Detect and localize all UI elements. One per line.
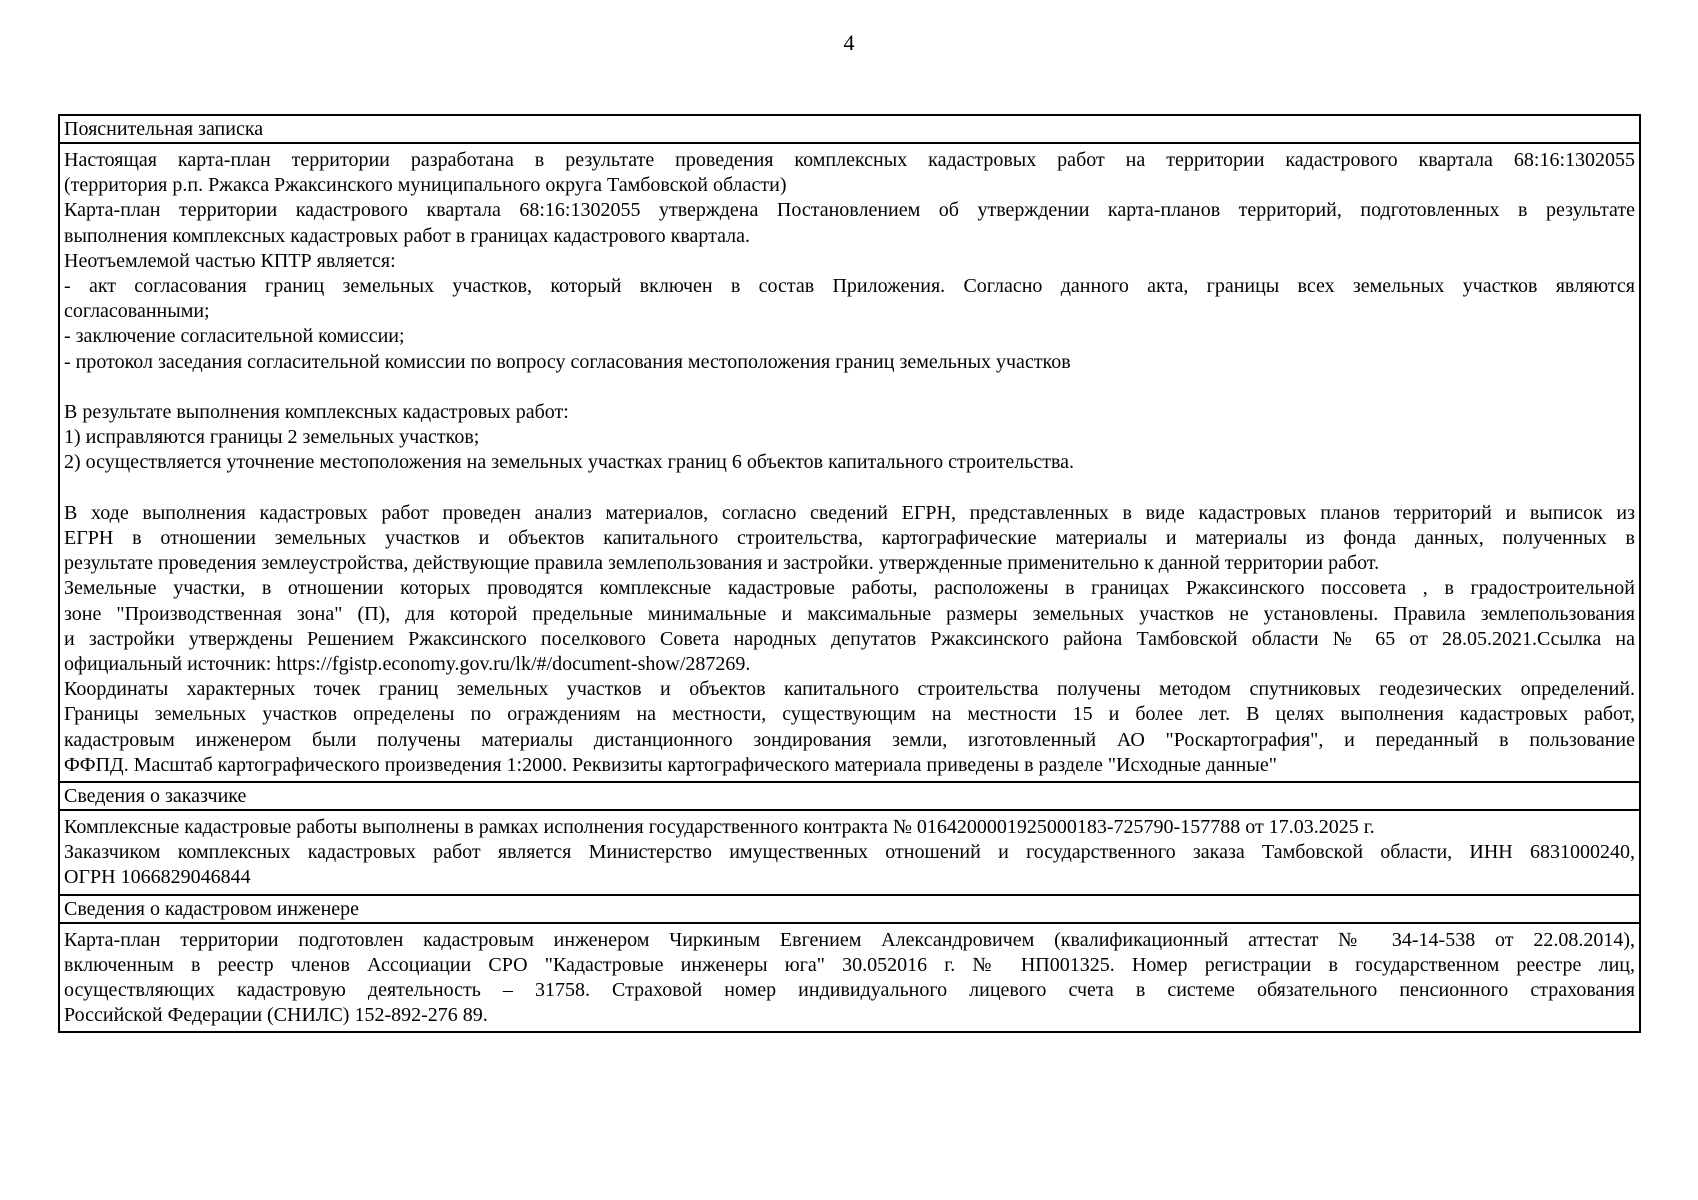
text-line: Неотъемлемой частью КПТР является: xyxy=(64,249,396,272)
text-line: кадастровым инженером были получены материалы дистанционного зондирования земли, изготовленный АО "Роскартография", и переданный в пользование xyxy=(64,728,1635,751)
text-line: Координаты характерных точек границ земельных участков и объектов капитального строительства получены методом спутниковых геодезических определений. xyxy=(64,678,1635,701)
text-line: Границы земельных участков определены по ограждениям на местности, существующим на местности 15 и более лет. В целях выполнения кадастровых работ, xyxy=(64,703,1635,726)
text-line: осуществляющих кадастровую деятельность – 31758. Страховой номер индивидуального лицевого счета в системе обязательного пенсионного страхования xyxy=(64,979,1635,1002)
explanatory-table xyxy=(58,114,1641,1033)
text-line: ОГРН 1066829046844 xyxy=(64,866,251,889)
section-engineer-body-row xyxy=(60,922,1639,1032)
text-line: (территория р.п. Ржакса Ржаксинского муниципального округа Тамбовской области) xyxy=(64,174,787,197)
text-line: результате проведения землеустройства, действующие правила землепользования и застройки. утвержденные применительно к данной территории работ. xyxy=(64,552,1380,575)
section-header-customer: Сведения о заказчике xyxy=(64,785,247,808)
text-line: 2) осуществляется уточнение местоположения на земельных участках границ 6 объектов капитального строительства. xyxy=(64,451,1075,474)
section-explanatory-note-body-row xyxy=(60,142,1639,781)
section-body-explanatory-note xyxy=(60,144,1639,781)
text-line: включенным в реестр членов Ассоциации СРО "Кадастровые инженеры юга" 30.052016 г. № НП001325. Номер регистрации в государственном реестре лиц, xyxy=(64,953,1635,976)
text-line: ФФПД. Масштаб картографического произведения 1:2000. Реквизиты картографического материала приведены в разделе "Исходные данные" xyxy=(64,753,1277,776)
text-line: - акт согласования границ земельных участков, который включен в состав Приложения. Согласно данного акта, границы всех земельных участков являются xyxy=(64,275,1635,298)
text-line: и застройки утверждены Решением Ржаксинского поселкового Совета народных депутатов Ржаксинского района Тамбовской области № 65 от 28.05.2021.Ссылка на xyxy=(64,627,1635,650)
section-engineer-header-row xyxy=(60,894,1639,922)
text-line: В результате выполнения комплексных кадастровых работ: xyxy=(64,401,569,424)
text-line: официальный источник: https://fgistp.economy.gov.ru/lk/#/document-show/287269. xyxy=(64,653,751,676)
text-line: В ходе выполнения кадастровых работ проведен анализ материалов, согласно сведений ЕГРН, представленных в виде кадастровых планов территорий и выписок из xyxy=(64,501,1635,524)
text-line: ЕГРН в отношении земельных участков и объектов капитального строительства, картографические материалы и материалы из фонда данных, полученных в xyxy=(64,527,1635,550)
text-line: согласованными; xyxy=(64,300,210,323)
text-line: Российской Федерации (СНИЛС) 152-892-276 89. xyxy=(64,1004,488,1027)
text-line: Комплексные кадастровые работы выполнены в рамках исполнения государственного контракта № 0164200001925000183-725790-157788 от 17.03.2025 г. xyxy=(64,816,1375,839)
text-line: выполнения комплексных кадастровых работ в границах кадастрового квартала. xyxy=(64,224,751,247)
blank-line xyxy=(64,375,1635,400)
text-line: 1) исправляются границы 2 земельных участков; xyxy=(64,426,480,449)
text-line: зоне "Производственная зона" (П), для которой предельные минимальные и максимальные размеры земельных участков не установлены. Правила землепользования xyxy=(64,602,1635,625)
text-line: Земельные участки, в отношении которых проводятся комплексные кадастровые работы, расположены в границах Ржаксинского поссовета , в градостроительной xyxy=(64,577,1635,600)
blank-line xyxy=(64,476,1635,501)
section-customer-body-row xyxy=(60,809,1639,894)
section-header-cadastral-engineer: Сведения о кадастровом инженере xyxy=(64,897,360,920)
page-number: 4 xyxy=(843,30,855,55)
text-line: Карта-план территории кадастрового квартала 68:16:1302055 утверждена Постановлением об утверждении карта-планов территорий, подготовленных в результате xyxy=(64,199,1635,222)
section-body-customer xyxy=(60,811,1639,894)
text-line: - заключение согласительной комиссии; xyxy=(64,325,405,348)
section-header-explanatory-note: Пояснительная записка xyxy=(64,118,264,140)
section-explanatory-note-header-row xyxy=(60,116,1639,142)
text-line: Настоящая карта-план территории разработана в результате проведения комплексных кадастровых работ на территории кадастрового квартала 68:16:1302055 xyxy=(64,149,1635,171)
section-body-cadastral-engineer xyxy=(60,924,1639,1032)
text-line: Карта-план территории подготовлен кадастровым инженером Чиркиным Евгением Александровичем (квалификационный аттестат № 34-14-538 от 22.08.2014), xyxy=(64,928,1635,951)
section-customer-header-row xyxy=(60,781,1639,809)
text-line: - протокол заседания согласительной комиссии по вопросу согласования местоположения границ земельных участков xyxy=(64,350,1071,373)
text-line: Заказчиком комплексных кадастровых работ является Министерство имущественных отношений и государственного заказа Тамбовской области, ИНН 6831000240, xyxy=(64,841,1635,864)
